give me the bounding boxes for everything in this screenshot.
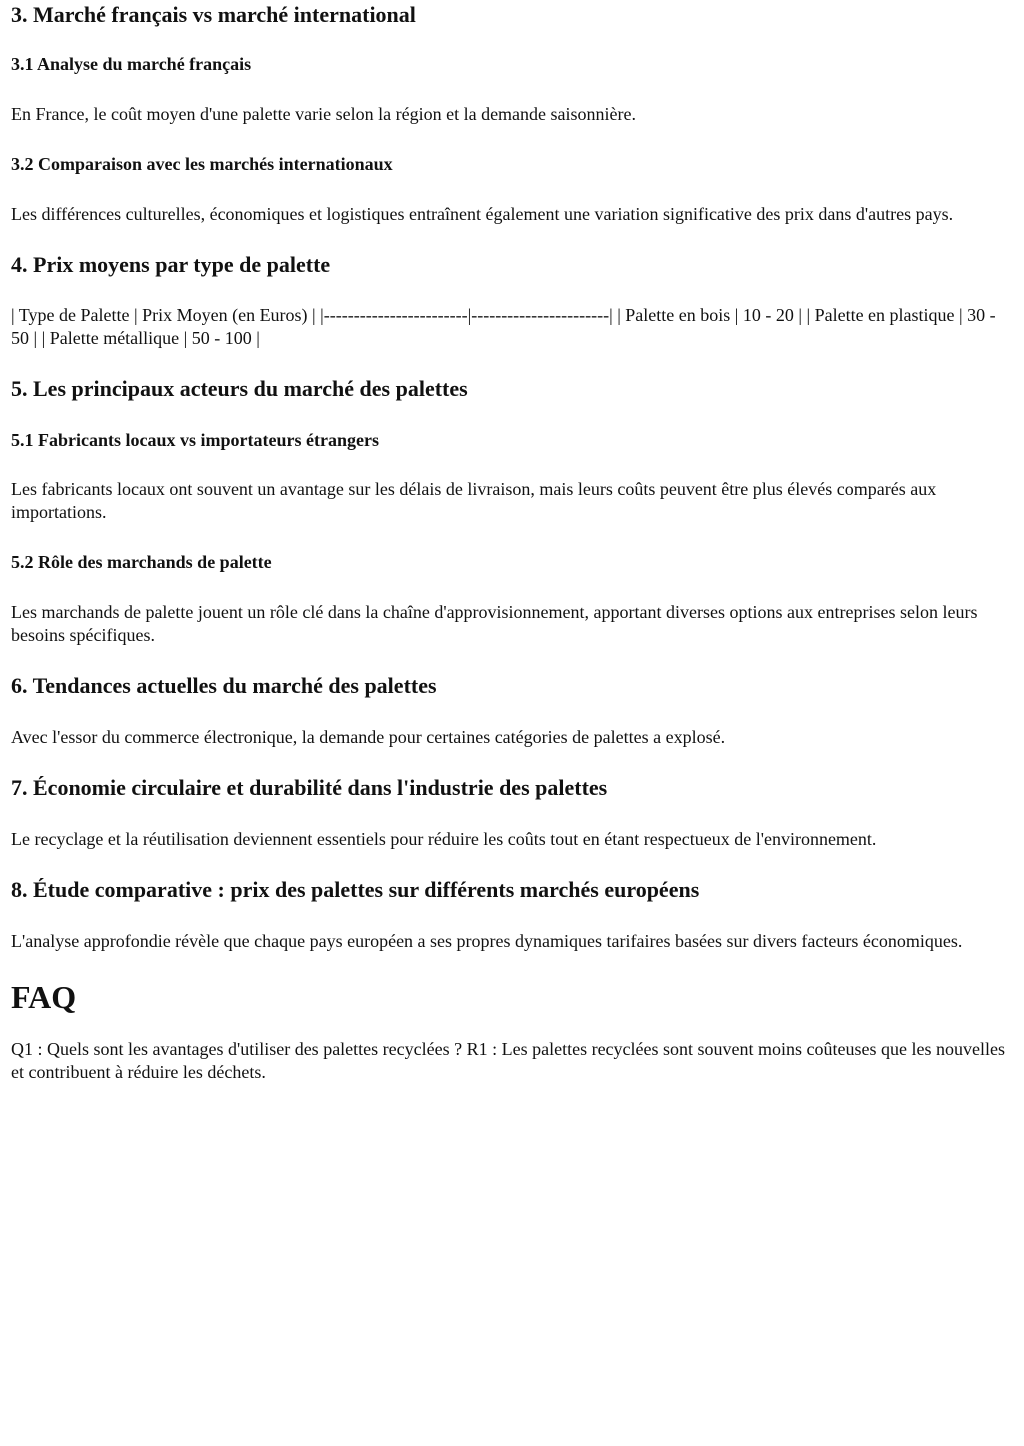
section-5-2-heading: 5.2 Rôle des marchands de palette	[11, 552, 272, 572]
section-6-paragraph: Avec l'essor du commerce électronique, la demande pour certaines catégories de palettes a explosé.	[11, 727, 726, 747]
section-7-paragraph: Le recyclage et la réutilisation deviennent essentiels pour réduire les coûts tout en étant respectueux de l'environnement.	[11, 829, 877, 849]
section-5-1-heading: 5.1 Fabricants locaux vs importateurs étrangers	[11, 430, 379, 450]
section-8-heading: 8. Étude comparative : prix des palettes sur différents marchés européens	[11, 877, 700, 902]
section-3-heading: 3. Marché français vs marché international	[11, 2, 416, 27]
section-4-raw-table-paragraph: | Type de Palette | Prix Moyen (en Euros) | |------------------------|-----------------------| | Palette en bois | 10 - 20 | | Palette en plastique | 30 - 50 | | Palette métallique | 50 - 100 |	[11, 305, 996, 348]
faq-heading: FAQ	[11, 979, 77, 1015]
section-6-heading: 6. Tendances actuelles du marché des palettes	[11, 673, 437, 698]
section-3-1-heading: 3.1 Analyse du marché français	[11, 54, 252, 74]
section-7-heading: 7. Économie circulaire et durabilité dans l'industrie des palettes	[11, 775, 608, 800]
section-3-2-paragraph: Les différences culturelles, économiques et logistiques entraînent également une variation significative des prix dans d'autres pays.	[11, 204, 954, 224]
section-5-2-paragraph: Les marchands de palette jouent un rôle clé dans la chaîne d'approvisionnement, apportant diverses options aux entreprises selon leurs besoins spécifiques.	[11, 602, 978, 645]
section-5-heading: 5. Les principaux acteurs du marché des palettes	[11, 376, 468, 401]
section-4-heading: 4. Prix moyens par type de palette	[11, 252, 331, 277]
section-3-1-paragraph: En France, le coût moyen d'une palette varie selon la région et la demande saisonnière.	[11, 104, 637, 124]
faq-paragraph: Q1 : Quels sont les avantages d'utiliser des palettes recyclées ? R1 : Les palettes recyclées sont souvent moins coûteuses que les nouvelles et contribuent à réduire les déchets.	[11, 1039, 1005, 1082]
section-3-2-heading: 3.2 Comparaison avec les marchés internationaux	[11, 154, 393, 174]
section-5-1-paragraph: Les fabricants locaux ont souvent un avantage sur les délais de livraison, mais leurs coûts peuvent être plus élevés comparés aux importations.	[11, 479, 937, 522]
section-8-paragraph: L'analyse approfondie révèle que chaque pays européen a ses propres dynamiques tarifaires basées sur divers facteurs économiques.	[11, 931, 963, 951]
